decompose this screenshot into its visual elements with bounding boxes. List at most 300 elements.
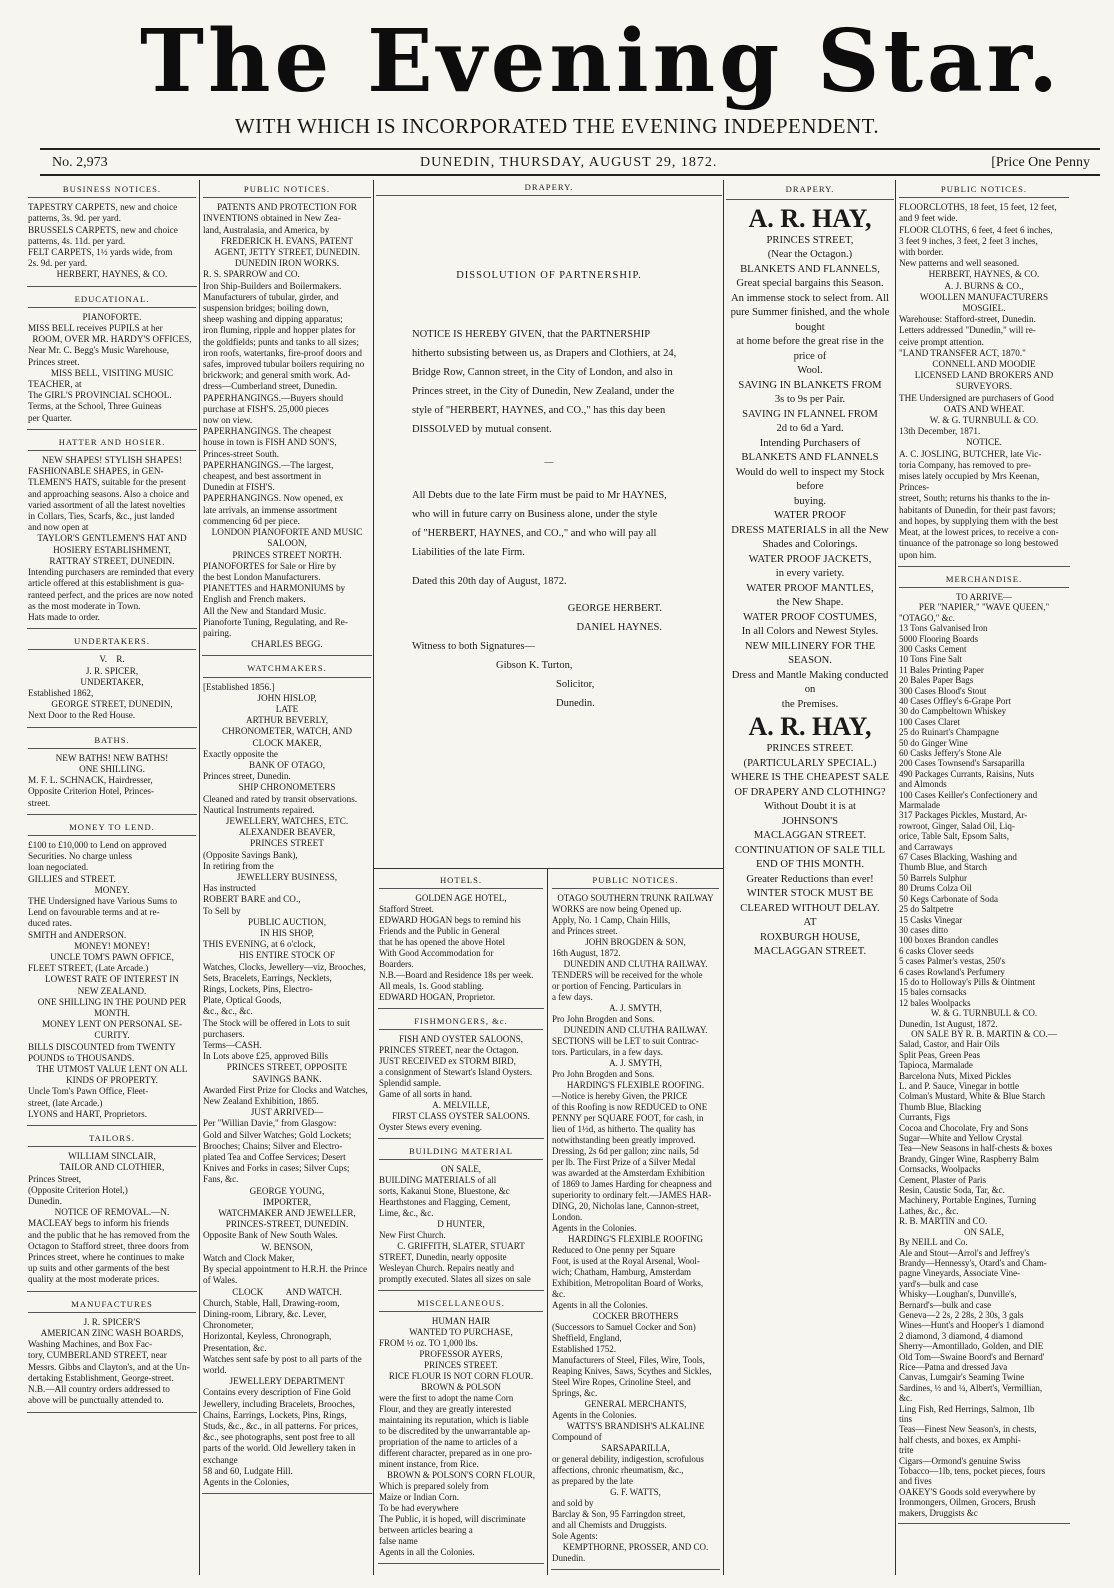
advert-line: Jewellery, including Bracelets, Brooches, <box>203 1398 355 1409</box>
advert-line: was awarded at the Amsterdam Exhibition <box>552 1168 705 1178</box>
text-line: style of "HERBERT, HAYNES, and CO.," has this day been <box>412 405 666 417</box>
advert-line: varied assortment of all the latest novelties <box>28 499 186 510</box>
advert-line: Thumb Blue, Blacking <box>899 1101 982 1112</box>
text-line: DISSOLVED by mutual consent. <box>412 424 552 436</box>
advert-line: W. & G. TURNBULL & CO. <box>929 415 1039 426</box>
advert-line: &c., see photographs, sent post free to all <box>203 1432 356 1443</box>
column-rule <box>895 180 896 1575</box>
advert-line: ONE SHILLING IN THE POUND PER <box>37 996 187 1007</box>
advert-line: orice, Table Salt, Epsom Salts, <box>899 831 1009 842</box>
advert-line: WATTS'S BRANDISH'S ALKALINE <box>566 1421 705 1431</box>
advert-line: duced rates. <box>28 918 72 929</box>
advert-line: ARTHUR BEVERLY, <box>245 715 329 726</box>
advert-line: A. MELVILLE, <box>432 1100 490 1110</box>
advert-line: Cocoa and Chocolate, Fry and Sons <box>899 1122 1028 1133</box>
advert-line: of Wales. <box>203 1275 238 1286</box>
section-header: WATCHMAKERS. <box>203 661 371 677</box>
text-line: AT <box>803 917 817 928</box>
advert-line: purchase at FISH'S. 25,000 pieces <box>203 403 329 414</box>
text-line: PRINCES STREET. <box>766 743 854 754</box>
advert-line: Whisky—Loughan's, Dunville's, <box>899 1289 1017 1300</box>
text-line: All Debts due to the late Firm must be paid to Mr HAYNES, <box>412 490 667 502</box>
advert-line: 100 boxes Brandon candles <box>899 935 999 946</box>
column-5 <box>898 180 1070 1575</box>
advert-line: &c. <box>899 1393 913 1404</box>
advert-line: Lend on favourable terms and at re- <box>28 907 160 918</box>
text-line: Would do well to inspect my Stock before <box>735 466 887 492</box>
advert-line: GEORGE STREET, DUNEDIN, <box>51 699 173 710</box>
advert-line: with border. <box>899 247 944 258</box>
advert-line: TO ARRIVE— <box>955 591 1013 602</box>
advert-line: CLOCK MAKER, <box>252 737 322 748</box>
advert-line: pagne Vineyards, Associate Vine- <box>899 1268 1021 1279</box>
advert-line: EDWARD HOGAN, Proprietor. <box>379 992 495 1002</box>
advert-line: MONEY LENT ON PERSONAL SE- <box>41 1019 183 1030</box>
advert-line: promptly executed. Slates all sizes on sale <box>379 1274 531 1284</box>
advert-line: 50 Barrels Sulphur <box>899 872 967 883</box>
advert-line: and Princes street. <box>552 926 618 936</box>
advert-line: Contains every description of Fine Gold <box>203 1387 351 1398</box>
advert-line: of 1869 to James Harding for cheapness and <box>552 1179 712 1189</box>
text-line: Greater Reductions than ever! <box>746 873 874 885</box>
advert-line: Tapioca, Marmalade <box>899 1060 973 1071</box>
advert-line: Sardines, ½ and ¼, Albert's, Vermillian, <box>899 1382 1043 1393</box>
advert-line: 15 Casks Vinegar <box>899 914 963 925</box>
advert-line: Brooches; Chains; Silver and Electro- <box>203 1140 343 1151</box>
advert-section <box>27 1295 197 1413</box>
text-line: (Near the Octagon.) <box>767 249 853 260</box>
advert-line: brickwork; and general smith work. Ad- <box>203 370 351 381</box>
advert-line: NEW ZEALAND. <box>77 985 147 996</box>
advert-line: JEWELLERY BUSINESS, <box>236 871 338 882</box>
advert-line: ON SALE BY R. B. MARTIN & CO.— <box>911 1028 1057 1039</box>
advert-line: £100 to £10,000 to Lend on approved <box>28 839 167 850</box>
advert-line: CURITY. <box>94 1030 130 1041</box>
advert-line: (Opposite Savings Bank), <box>203 849 298 860</box>
hotels-column <box>378 871 544 1571</box>
advert-line: ALEXANDER BEAVER, <box>238 827 336 838</box>
section-header: UNDERTAKERS. <box>28 634 196 650</box>
advert-line: Meat, at the lowest prices, to receive a con- <box>899 527 1059 538</box>
advert-line: land, Australasia, and America, by <box>203 224 330 235</box>
text-line: the Premises. <box>781 698 839 710</box>
advert-line: M. F. L. SCHNACK, Hairdresser, <box>28 775 153 786</box>
advert-line: Friends and the Public in General <box>379 926 500 936</box>
advert-section <box>27 290 197 430</box>
advert-line: Brandy—Hennessy's, Otard's and Cham- <box>899 1257 1047 1268</box>
text-line: A. R. HAY, <box>748 712 872 741</box>
advert-line: THIS EVENING, at 6 o'clock, <box>203 939 316 950</box>
section-header: MERCHANDISE. <box>899 572 1069 588</box>
advert-line: 2 diamond, 3 diamond, 4 diamond <box>899 1330 1023 1341</box>
advert-section <box>27 1129 197 1292</box>
advert-line: UNCLE TOM'S PAWN OFFICE, <box>50 951 174 962</box>
advert-line: BILLS DISCOUNTED from TWENTY <box>28 1041 176 1052</box>
text-line: BLANKETS AND FLANNELS <box>741 452 879 463</box>
advert-line: Dunedin, 1st August, 1872. <box>899 1018 998 1029</box>
advert-line: as prepared by the late <box>552 1476 633 1486</box>
advert-line: ON SALE, <box>441 1164 481 1174</box>
advert-line: Salad, Castor, and Hair Oils <box>899 1039 1000 1050</box>
advert-line: KEMPTHORNE, PROSSER, AND CO. <box>562 1542 709 1552</box>
advert-line: Agents in the Colonies. <box>552 1223 637 1233</box>
advert-line: NEW BATHS! NEW BATHS! <box>55 752 169 763</box>
advert-line: Letters addressed "Dunedin," will re- <box>899 325 1036 336</box>
advert-line: street. <box>28 797 51 808</box>
advert-line: Brandy, Ginger Wine, Raspberry Balm <box>899 1153 1039 1164</box>
section-header: PUBLIC NOTICES. <box>203 182 371 198</box>
advert-line: Exactly opposite the <box>203 748 279 759</box>
advert-line: tins <box>899 1414 913 1424</box>
advert-line: 67 Cases Blacking, Washing and <box>899 852 1017 863</box>
advert-line: COCKER BROTHERS <box>592 1311 679 1321</box>
advert-line: —Notice is hereby Given, the PRICE <box>552 1091 688 1101</box>
advert-line: cheapest, and best assortment in <box>203 471 322 482</box>
advert-line: Stafford Street. <box>379 904 434 914</box>
advert-line: A. J. BURNS & CO., <box>944 280 1024 291</box>
advert-line: D HUNTER, <box>437 1219 485 1229</box>
advert-line: Princes-street South. <box>203 448 280 459</box>
advert-line: Intending purchasers are reminded that every <box>28 567 195 578</box>
advert-line: Pro John Brogden and Sons. <box>552 1069 655 1079</box>
advert-line: FASHIONABLE SHAPES, in GEN- <box>28 466 164 477</box>
advert-line: RATTRAY STREET, DUNEDIN. <box>49 555 175 566</box>
advert-line: TAYLOR'S GENTLEMEN'S HAT AND <box>37 533 187 544</box>
advert-line: THE Undersigned are purchasers of Good <box>899 392 1054 403</box>
advert-section <box>378 1012 544 1139</box>
signature-haynes: DANIEL HAYNES. <box>576 622 662 634</box>
advert-section <box>378 871 544 1009</box>
advert-line: To Sell by <box>203 905 241 916</box>
advert-line: Watch and Clock Maker, <box>203 1252 295 1263</box>
advert-line: purchasers. <box>203 1028 245 1039</box>
advert-line: Manufacturers of Steel, Files, Wire, Tools, <box>552 1355 705 1365</box>
advert-line: JUST RECEIVED ex STORM BIRD, <box>379 1056 516 1066</box>
advert-line: J. R. SPICER, <box>85 665 139 676</box>
advert-line: 300 Casks Cement <box>899 643 967 654</box>
advert-line: Steel Wire Ropes, Crinoline Steel, and <box>552 1377 691 1387</box>
advert-line: Gold and Silver Watches; Gold Lockets; <box>203 1129 352 1140</box>
advert-line: up suits and other garments of the best <box>28 1263 170 1274</box>
advert-line: The Public, it is hoped, will discriminate <box>379 1514 526 1524</box>
advert-line: 13 Tons Galvanised Iron <box>899 623 988 634</box>
advert-line: the best London Manufacturers. <box>203 571 321 582</box>
advert-line: GEORGE YOUNG, <box>249 1185 325 1196</box>
advert-line: FIRST CLASS OYSTER SALOONS. <box>392 1111 530 1121</box>
advert-line: mises lately occupied by Mrs Keenan, Princes- <box>899 471 1042 493</box>
advert-section <box>378 1294 544 1564</box>
section-rule <box>374 868 723 869</box>
advert-line: Studs, &c., &c., in all patterns. For prices, <box>203 1420 359 1431</box>
advert-line: 100 Cases Claret <box>899 716 960 727</box>
text-line: Intending Purchasers of <box>759 437 861 449</box>
advert-line: 25 do Saltpetre <box>899 904 954 915</box>
section-header: MANUFACTURES <box>28 1297 196 1313</box>
advert-line: Foot, is used at the Royal Arsenal, Wool- <box>552 1256 700 1266</box>
advert-line: SURVEYORS. <box>955 381 1013 392</box>
advert-line: UNDERTAKER, <box>80 676 144 687</box>
advert-line: ONE SHILLING. <box>79 763 145 774</box>
column-rule <box>723 180 724 1575</box>
advert-line: BUILDING MATERIALS of all <box>379 1175 497 1185</box>
advert-line: trite <box>899 1445 914 1456</box>
advert-line: propriation of the name to articles of a <box>379 1437 518 1447</box>
advert-line: per lb. The First Prize of a Silver Medal <box>552 1157 696 1167</box>
advert-line: N.B.—All country orders addressed to <box>28 1384 170 1395</box>
text-line: NEW MILLINERY FOR THE SEASON. <box>744 640 878 666</box>
advert-line: W. & G. TURNBULL & CO. <box>930 1008 1038 1019</box>
advert-line: safes, improved tubular boilers requiring no <box>203 359 365 370</box>
advert-line: Ale and Stout—Arrol's and Jeffrey's <box>899 1247 1030 1258</box>
advert-section <box>898 180 1070 567</box>
text-line: WATER PROOF MANTLES, <box>746 582 874 594</box>
advert-line: Hats made to order. <box>28 611 100 622</box>
advert-line: THE UTMOST VALUE LENT ON ALL <box>36 1064 188 1075</box>
text-line: Shades and Colorings. <box>762 539 858 550</box>
advert-line: Chains, Earrings, Lockets, Pins, Rings, <box>203 1409 347 1420</box>
section-header: BUSINESS NOTICES. <box>28 182 196 198</box>
advert-line: PAPERHANGINGS. The cheapest <box>203 426 332 437</box>
advert-line: Terms—CASH. <box>203 1040 262 1051</box>
advert-line: Cement, Plaster of Paris <box>899 1174 986 1185</box>
advert-line: Lathes, &c., &c. <box>899 1205 959 1216</box>
advert-line: FISH AND OYSTER SALOONS, <box>398 1034 524 1044</box>
advert-line: sorts, Kakanui Stone, Bluestone, &c <box>379 1186 510 1196</box>
advert-line: New patterns and well seasoned. <box>899 258 1020 269</box>
advert-line: CHRONOMETER, WATCH, AND <box>222 726 352 737</box>
advert-line: and Carraways <box>899 841 953 852</box>
text-line: Liabilities of the late Firm. <box>412 547 525 559</box>
advert-line: 6 casks Clover seeds <box>899 945 974 956</box>
section-header: HATTER AND HOSIER. <box>28 435 196 451</box>
advert-line: L. and P. Sauce, Vinegar in bottle <box>899 1081 1020 1091</box>
advert-line: and approaching seasons. Also a choice and <box>28 488 189 499</box>
advert-line: FLOOR CLOTHS, 6 feet, 4 feet 6 inches, <box>899 224 1053 235</box>
advert-line: 15 do to Holloway's Pills & Ointment <box>899 976 1036 987</box>
text-line: WINTER STOCK MUST BE <box>746 888 874 899</box>
advert-line: Nautical Instruments repaired. <box>203 804 315 815</box>
advert-line: PRINCES STREET, OPPOSITE <box>226 1062 348 1073</box>
advert-line: By special appointment to H.R.H. the Prince <box>203 1264 368 1275</box>
advert-line: TENDERS will be received for the whole <box>552 970 703 980</box>
newspaper-title: The Evening Star. <box>140 11 1063 112</box>
advert-line: Springs, &c. <box>552 1388 598 1398</box>
text-line: pure Summer finished, and the whole bought <box>730 307 893 333</box>
section-header: EDUCATIONAL. <box>28 292 196 308</box>
advert-line: AGENT, JETTY STREET, DUNEDIN. <box>214 247 360 258</box>
advert-line: PAPERHANGINGS.—The largest, <box>203 459 334 470</box>
advert-line: HERBERT, HAYNES, & CO. <box>928 269 1040 280</box>
advert-line: Dunedin. <box>552 1553 586 1563</box>
advert-line: By NEILL and Co. <box>899 1237 968 1248</box>
advert-line: that he has opened the above Hotel <box>379 937 505 947</box>
advert-line: A. J. SMYTH, <box>609 1058 662 1068</box>
advert-line: R. B. MARTIN and CO. <box>899 1216 988 1227</box>
advert-line: MOSGIEL. <box>962 303 1006 314</box>
advert-line: Sheffield, England, <box>552 1333 622 1343</box>
advert-line: MONEY. <box>94 884 130 895</box>
advert-line: tors. Particulars, in a few days. <box>552 1047 663 1057</box>
advert-line: patterns, 3s. 9d. per yard. <box>28 213 121 224</box>
advert-line: AMERICAN ZINC WASH BOARDS, <box>40 1328 184 1339</box>
text-line: WATER PROOF COSTUMES, <box>743 611 877 623</box>
advert-line: 100 Cases Keiller's Confectionery and <box>899 789 1038 800</box>
advert-line: Wines—Hunt's and Hooper's 1 diamond <box>899 1320 1044 1331</box>
advert-line: false name <box>379 1536 418 1546</box>
advert-line: DUNEDIN AND CLUTHA RAILWAY. <box>563 959 708 969</box>
advert-line: Cornsacks, Woolpacks <box>899 1164 981 1175</box>
advert-line: PRINCES STREET, near the Octagon. <box>379 1045 519 1055</box>
advert-line: Ling Fish, Red Herrings, Salmon, 1lb <box>899 1403 1035 1414</box>
advert-line: DUNEDIN IRON WORKS. <box>234 258 340 269</box>
advert-line: 15 bales cornsacks <box>899 987 967 998</box>
advert-line: All meals, 1s. Good stabling. <box>379 981 484 991</box>
advert-line: 20 Bales Paper Bags <box>899 675 974 686</box>
advert-line: Which is prepared solely from <box>379 1481 489 1491</box>
advert-line: Presentation, &c. <box>203 1342 267 1353</box>
advert-line: LATE <box>275 703 299 714</box>
advert-line: affections, chronic rheumatism, &c., <box>552 1465 684 1475</box>
advert-line: Opposite Bank of New South Wales. <box>203 1230 338 1241</box>
advert-line: R. S. SPARROW and CO. <box>203 269 300 280</box>
advert-line: patterns, 4s. 11d. per yard. <box>28 235 126 246</box>
advert-line: Princes street, where he continues to make <box>28 1252 185 1263</box>
advert-line: NOTICE. <box>966 437 1002 448</box>
advert-line: and 9 feet wide. <box>899 213 958 224</box>
advert-line: to be discredited by the unwarrantable ap- <box>379 1426 531 1436</box>
advert-line: TAILOR AND CLOTHIER, <box>59 1162 165 1173</box>
text-line: (PARTICULARLY SPECIAL.) <box>743 757 877 769</box>
advert-line: OATS AND WHEAT. <box>943 403 1025 414</box>
advert-line: Exhibition, Metropolitan Board of Works, <box>552 1278 704 1288</box>
advert-line: PUBLIC AUCTION, <box>247 916 327 927</box>
advert-line: GOLDEN AGE HOTEL, <box>415 893 507 903</box>
advert-line: LOWEST RATE OF INTEREST IN <box>45 974 179 985</box>
advert-line: sheep washing and dipping apparatus; <box>203 314 343 325</box>
advert-line: Split Peas, Green Peas <box>899 1049 980 1060</box>
advert-line: as the most moderate in Town. <box>28 600 141 611</box>
advert-line: 30 do Campbeltown Whiskey <box>899 706 1007 717</box>
advert-line: TLEMEN'S HATS, suitable for the present <box>28 477 186 488</box>
advert-line: Boarders. <box>379 959 414 969</box>
public-notices-column <box>551 871 720 1571</box>
advert-line: the goldfields; punts and tanks to all sizes; <box>203 336 359 347</box>
advert-line: WORKS are now being Opened up. <box>552 904 682 914</box>
text-line: 3s to 9s per Pair. <box>774 394 846 405</box>
signature-herbert: GEORGE HERBERT. <box>567 603 662 615</box>
advert-line: Sugar—White and Yellow Crystal <box>899 1133 1022 1144</box>
advert-section <box>27 632 197 727</box>
advert-line: Dining-room, Library, &c. Lever, Chronometer, <box>203 1308 329 1331</box>
advert-line: 50 do Ginger Wine <box>899 737 968 748</box>
advert-line: lieu of 1½d, as hitherto. The quality has <box>552 1124 696 1134</box>
advert-line: 13th December, 1871. <box>899 426 981 437</box>
advert-line: Watches, Clocks, Jewellery—viz, Brooches, <box>203 961 366 972</box>
advert-section <box>27 818 197 1126</box>
advert-line: Geneva—2 2s, 2 28s, 2 30s, 3 gals <box>899 1309 1024 1320</box>
advert-line: SARSAPARILLA, <box>601 1443 670 1453</box>
advert-line: wich; Chatham, Hamburg, Amsterdam <box>552 1267 692 1277</box>
advert-line: maintaining its reputation, which is liable <box>379 1415 529 1425</box>
advert-line: Knives and Forks in cases; Silver Cups; <box>203 1163 350 1174</box>
text-line: SAVING IN BLANKETS FROM <box>738 379 882 391</box>
advert-line: SHIP CHRONOMETERS <box>238 782 336 793</box>
advert-line: &c., &c., &c. <box>203 1006 253 1017</box>
notice-body-2 <box>412 486 686 562</box>
advert-line: THE Undersigned have Various Sums to <box>28 895 178 906</box>
advert-line: or portion of Fencing. Particulars in <box>552 981 681 991</box>
advert-line: V. R. <box>99 654 125 665</box>
advert-line: 5000 Flooring Boards <box>899 633 979 644</box>
advert-line: or general debility, indigestion, scrofulous <box>552 1454 704 1464</box>
text-line: CONTINUATION OF SALE TILL <box>734 844 886 856</box>
advert-line: To be had everywhere <box>379 1503 459 1513</box>
advert-line: Dressing, 2s 6d per gallon; zinc nails, 5d <box>552 1146 699 1156</box>
advert-line: Manufacturers of tubular, girder, and <box>203 291 339 302</box>
advert-line: Cleaned and rated by transit observations. <box>203 793 358 804</box>
advert-line: Per "Willian Davie," from Glasgow: <box>203 1118 337 1129</box>
advert-line: DUNEDIN AND CLUTHA RAILWAY. <box>563 1025 708 1035</box>
column-rule <box>199 180 200 1575</box>
advert-line: PENNY per SQUARE FOOT, for cash, in <box>552 1113 704 1123</box>
advert-line: N.B.—Board and Residence 18s per week. <box>379 970 534 980</box>
advert-line: world. <box>203 1364 227 1375</box>
advert-line: 80 Drums Colza Oil <box>899 883 972 894</box>
advert-line: JOHN BROGDEN & SON, <box>585 937 686 947</box>
advert-line: Agents in all the Colonies. <box>379 1547 475 1557</box>
advert-line: IN HIS SHOP, <box>260 928 314 938</box>
issue-price: [Price One Penny <box>991 155 1090 170</box>
advert-line: iron fluming, ripple and hopper plates for <box>203 325 356 336</box>
advert-line: different character, prepared as in one pro- <box>379 1448 533 1458</box>
advert-line: house in town is FISH AND SON'S, <box>203 437 337 448</box>
advert-line: Dunedin at FISH'S. <box>203 482 275 493</box>
advert-line: Machinery, Portable Engines, Turning <box>899 1195 1037 1206</box>
advert-line: Agents in the Colonies. <box>552 1410 637 1420</box>
advert-section <box>551 871 720 1570</box>
section-header: BUILDING MATERIAL <box>379 1144 543 1160</box>
advert-line: Bernard's—bulk and case <box>899 1299 992 1310</box>
text-line: the New Shape. <box>776 597 844 608</box>
advert-line: Lime, &c., &c. <box>379 1208 434 1218</box>
advert-section <box>27 731 197 815</box>
advert-line: 60 Casks Jeffery's Stone Ale <box>899 748 1002 758</box>
advert-line: 490 Packages Currants, Raisins, Nuts <box>899 768 1034 779</box>
advert-line: PRINCES STREET NORTH. <box>232 549 342 560</box>
advert-line: C. GRIFFITH, SLATER, STUART <box>397 1241 525 1251</box>
text-line: In all Colors and Newest Styles. <box>741 626 879 637</box>
advert-line: JOHN HISLOP, <box>257 692 317 703</box>
advert-line: FROM ½ oz. TO 1,000 lbs. <box>379 1338 478 1348</box>
dateline-bar <box>40 148 1100 176</box>
advert-line: Has instructed <box>203 883 256 894</box>
advert-line: MONTH. <box>94 1008 130 1018</box>
text-line: WHERE IS THE CHEAPEST SALE <box>731 772 889 783</box>
drapery-notice: DRAPERY. DISSOLUTION OF PARTNERSHIP. NOTICE IS HEREBY GIVEN, that the PARTNERSHIP hitherto subsisting between us, as Drapers and Clothiers, at 24, Bridge Row, Cannon street, in the City of London, and also in Princes street, in the City of Dunedin, New Zealand, under the style of "HERBERT, HAYNES, and CO.," has this day been DISSOLVED by mutual consent. — All Debts due to the late Firm must be paid to Mr HAYNES, who will in future carry on Business alone, under the style of "HERBERT, HAYNES, and CO.," and who will pay all Liabilities of the late Firm. Dated this 20th day of August, 1872. GEORGE HERBERT. DANIEL HAYNES. Witness to both Signatures— Gibson K. Turton, Solicitor, Dunedin. <box>376 180 722 858</box>
advert-line: FELT CARPETS, 1½ yards wide, from <box>28 247 173 258</box>
advert-line: WOOLLEN MANUFACTURERS <box>919 291 1049 302</box>
advert-line: Established 1752. <box>552 1344 616 1354</box>
advert-line: suspension bridges; boiling down, <box>203 303 329 314</box>
advert-line: 50 Kegs Carbonate of Soda <box>899 893 998 904</box>
advert-line: 2s. 9d. per yard. <box>28 258 88 269</box>
advert-line: plated Tea and Coffee Services; Desert <box>203 1152 346 1163</box>
advert-line: G. F. WATTS, <box>610 1487 661 1497</box>
advert-line: In Lots above £25, approved Bills <box>203 1051 329 1062</box>
advert-line: Princes street. <box>28 356 80 367</box>
text-line: hitherto subsisting between us, as Drapers and Clothiers, at 24, <box>412 348 677 360</box>
advert-line: &c. <box>552 1289 566 1299</box>
